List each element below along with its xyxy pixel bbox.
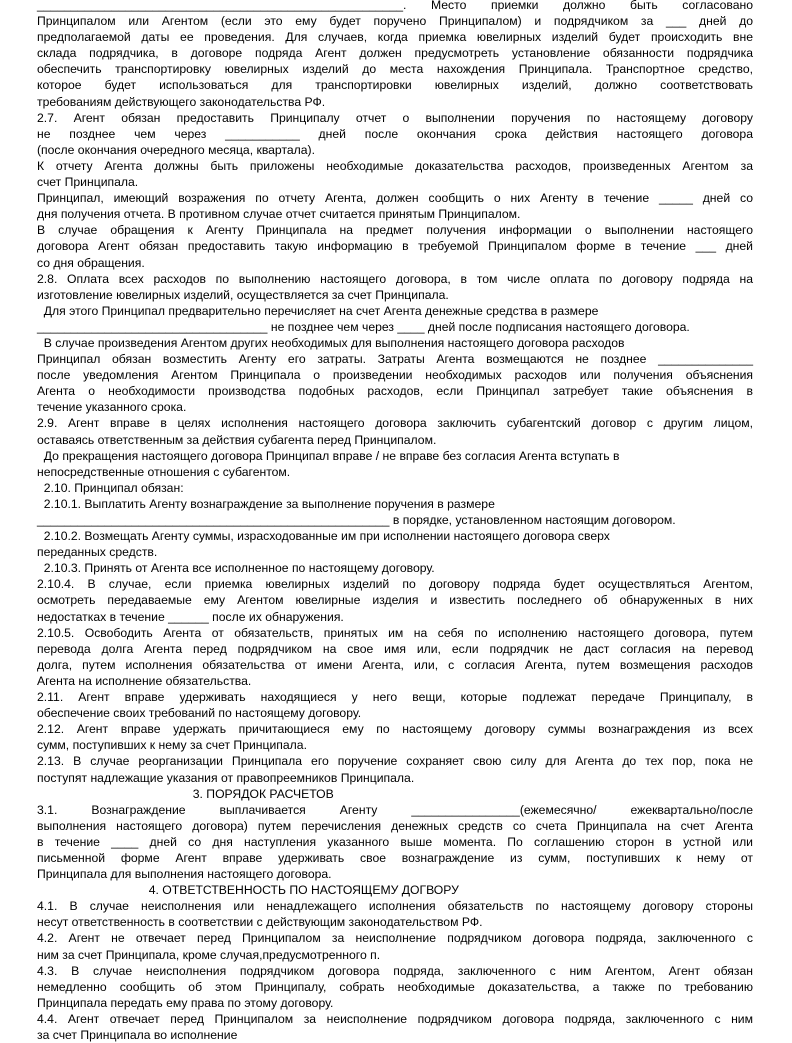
text-line: обеспечение своих требований по настоящему договору. <box>37 706 362 721</box>
text-line: Агента на исполнение обязательства. <box>37 673 252 688</box>
text-line: обеспечить транспортировку ювелирных изделий до места нахождения Принципала. Транспортное средство, <box>37 62 753 77</box>
text-line: 2.13. В случае реорганизации Принципала его поручение сохраняет свою силу для Агента до тех пор, пока не <box>37 754 753 769</box>
text-line: ______________________________________________________. Место приемки должно быть согласовано <box>37 0 753 12</box>
text-line: 2.11. Агент вправе удерживать находящиеся у него вещи, которые подлежат передаче Принципалу, в <box>37 690 753 705</box>
text-line: 2.12. Агент вправе удержать причитающиеся ему по настоящему договору суммы вознаграждения из всех <box>37 722 753 737</box>
text-line: К отчету Агента должны быть приложены необходимые доказательства расходов, произведенных Агентом за <box>37 158 753 173</box>
text-line: 4.2. Агент не отвечает перед Принципалом за неисполнение подрядчиком договора подряда, заключенного с <box>37 931 753 946</box>
text-line: 2.10.2. Возмещать Агенту суммы, израсходованные им при исполнении настоящего договора сверх <box>37 529 610 544</box>
text-line: 2.9. Агент вправе в целях исполнения настоящего договора заключить субагентский договор с другим лицом, <box>37 416 753 431</box>
text-line: Принципала передать ему права по этому договору. <box>37 995 334 1010</box>
text-line: 2.10. Принципал обязан: <box>37 480 184 495</box>
text-line: поступят надлежащие указания от правопреемников Принципала. <box>37 770 415 785</box>
text-line: которое будет использоваться для транспортировки ювелирных изделий, должно соответствовать <box>37 78 753 93</box>
text-line: за счет Принципала во исполнение <box>37 1028 238 1042</box>
text-line: течение указанного срока. <box>37 400 187 415</box>
text-line: осмотреть передаваемые ему Агентом ювелирные изделия и известить последнего об обнаруженных в них <box>37 593 753 608</box>
text-line: 4.3. В случае неисполнения подрядчиком договора подряда, заключенного с ним Агентом, Агент обязан <box>37 963 753 978</box>
text-line: Для этого Принципал предварительно перечисляет на счет Агента денежные средства в размере <box>37 303 599 318</box>
text-line: 4.1. В случае неисполнения или ненадлежащего исполнения обязательств по настоящему договору стороны <box>37 899 753 914</box>
text-line: (после окончания очередного месяца, квартала). <box>37 142 315 157</box>
text-line: немедленно сообщить об этом Принципалу, собрать необходимые доказательства, а также по требованию <box>37 979 753 994</box>
text-line: договора Агент обязан предоставить такую информацию в требуемой Принципалом форме в течение ___ дней <box>37 239 753 254</box>
text-line: требованиям действующего законодательства РФ. <box>37 94 326 109</box>
text-line: склада подрядчика, в договоре подряда Агент должен предусмотреть установление обязанности подрядчика <box>37 46 753 61</box>
text-line: В случае произведения Агентом других необходимых для выполнения настоящего договора расходов <box>37 335 625 350</box>
text-line: не позднее чем через ___________ дней после окончания срока действия настоящего договора <box>37 126 753 141</box>
text-line: несут ответственность в соответствии с действующим законодательством РФ. <box>37 915 483 930</box>
text-line: 2.10.1. Выплатить Агенту вознаграждение за выполнение поручения в размере <box>37 496 495 511</box>
text-line: 3.1. Вознаграждение выплачивается Агенту ________________(ежемесячно/ ежеквартально/после <box>37 802 753 817</box>
text-line: выполнения настоящего договора) путем перечисления денежных средств со счета Принципала на счет Агента <box>37 818 753 833</box>
text-line: счет Принципала. <box>37 175 139 190</box>
text-line: ним за счет Принципала, кроме случая,предусмотренного п. <box>37 947 381 962</box>
text-line: оставаясь ответственным за действия субагента перед Принципалом. <box>37 432 437 447</box>
text-line: 2.10.3. Принять от Агента все исполненное по настоящему договору. <box>37 561 435 576</box>
text-line: переданных средств. <box>37 545 158 560</box>
text-line: Принципал, имеющий возражения по отчету Агента, должен сообщить о них Агенту в течение _____ дней со <box>37 191 753 206</box>
text-line: 2.10.5. Освободить Агента от обязательств, принятых им на себя по исполнению настоящего договора, путем <box>37 625 753 640</box>
text-line: Принципалом или Агентом (если это ему будет поручено Принципалом) и подрядчиком за ___ дней до <box>37 14 753 29</box>
text-line: 4.4. Агент отвечает перед Принципалом за неисполнение подрядчиком договора подряда, заключенного с ним <box>37 1011 753 1026</box>
text-line: Агента о необходимости производства подобных расходов, если Принципал затребует такие объяснения в <box>37 384 753 399</box>
text-line: 2.10.4. В случае, если приемка ювелирных изделий по договору подряда будет осуществляться Агентом, <box>37 577 753 592</box>
text-line: письменной форме Агент вправе удерживать свое вознаграждение из сумм, поступивших к нему от <box>37 850 753 865</box>
text-line: 2.8. Оплата всех расходов по выполнению настоящего договора, в том числе оплата по договору подряда на <box>37 271 753 286</box>
text-line: Принципала для выполнения настоящего договора. <box>37 867 332 882</box>
document-text <box>37 0 753 1043</box>
text-line: ____________________________________________________ в порядке, установленном настоящим договором. <box>37 513 676 527</box>
text-line: сумм, поступивших к нему за счет Принципала. <box>37 738 307 753</box>
text-line: в течение ____ дней со дня наступления указанного выше момента. По соглашению сторон в устной или <box>37 834 753 849</box>
text-line: дня получения отчета. В противном случае отчет считается принятым Принципалом. <box>37 207 521 222</box>
text-line: предполагаемой даты ее проведения. Для случаев, когда приемка ювелирных изделий будет происходить вне <box>37 30 753 45</box>
text-line: перевода долга Агента перед подрядчиком на свое имя или, если подрядчик не даст согласия на перевод <box>37 641 753 656</box>
text-line: 2.7. Агент обязан предоставить Принципалу отчет о выполнении поручения по настоящему договору <box>37 110 753 125</box>
text-line: В случае обращения к Агенту Принципала на предмет получения информации о выполнении настоящего <box>37 223 753 238</box>
text-line: До прекращения настоящего договора Принципал вправе / не вправе без согласия Агента вступать в <box>37 448 620 463</box>
text-line: недостатках в течение ______ после их обнаружения. <box>37 609 344 624</box>
section-heading: 4. ОТВЕТСТВЕННОСТЬ ПО НАСТОЯЩЕМУ ДОГВОРУ <box>37 883 459 898</box>
section-heading: 3. ПОРЯДОК РАСЧЕТОВ <box>37 786 334 801</box>
text-line: изготовление ювелирных изделий, осуществляется за счет Принципала. <box>37 287 449 302</box>
text-line: со дня обращения. <box>37 255 145 270</box>
text-line: после уведомления Агентом Принципала о произведении необходимых расходов или получения объяснения <box>37 368 753 383</box>
text-line: непосредственные отношения с субагентом. <box>37 464 291 479</box>
text-line: __________________________________ не позднее чем через ____ дней после подписания настоящего договора. <box>37 319 690 334</box>
text-line: долга, путем исполнения обязательства от имени Агента, или, с согласия Агента, путем возмещения расходов <box>37 657 753 672</box>
text-line: Принципал обязан возместить Агенту его затраты. Затраты Агента возмещаются не позднее ______________ <box>37 352 753 367</box>
